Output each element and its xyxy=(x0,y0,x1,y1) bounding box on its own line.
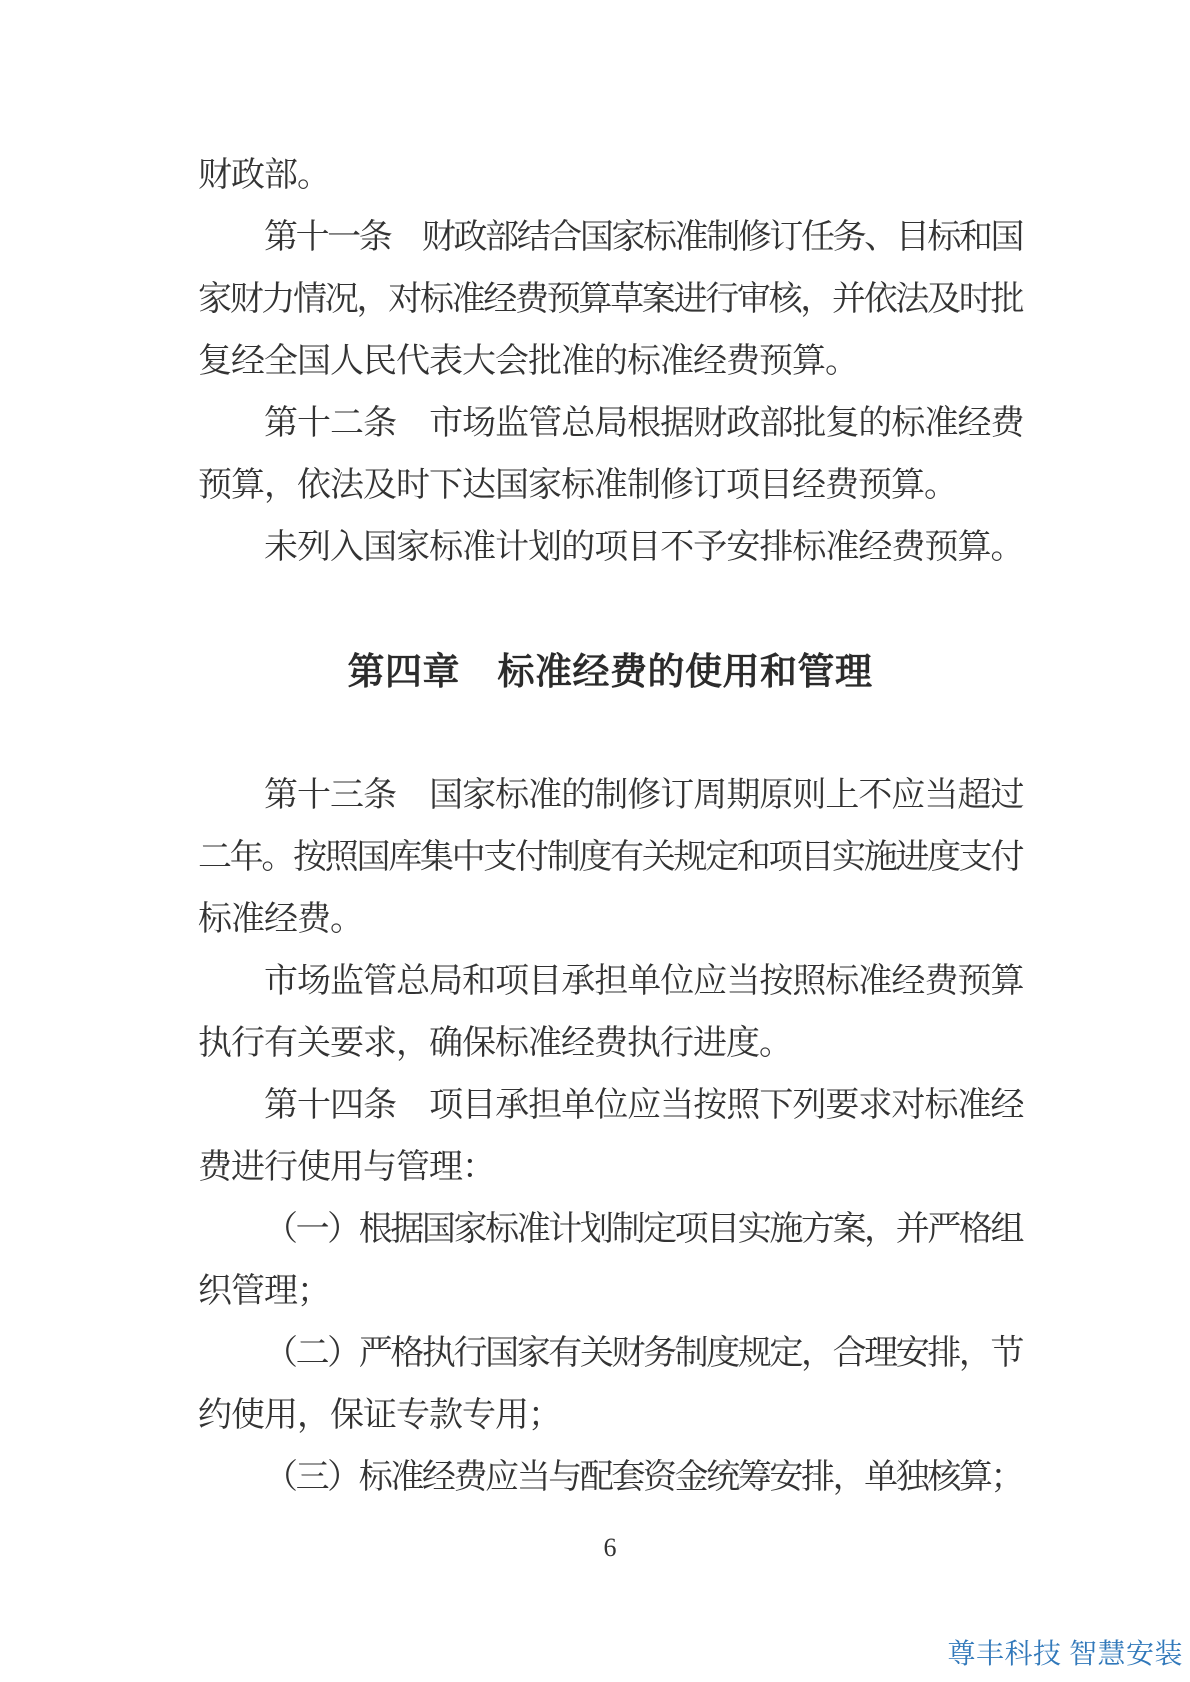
text-line: 标准经费。 xyxy=(198,901,363,938)
text-line: 财政部。 xyxy=(198,157,330,194)
text-line-item-3: （三）标准经费应当与配套资金统筹安排，单独核算； xyxy=(264,1459,1022,1496)
text-line: 预算，依法及时下达国家标准制修订项目经费预算。 xyxy=(198,467,957,504)
text-line: 市场监管总局和项目承担单位应当按照标准经费预算 xyxy=(264,963,1022,1000)
text-line-item-2: （二）严格执行国家有关财务制度规定，合理安排，节 xyxy=(264,1335,1022,1372)
text-line: 复经全国人民代表大会批准的标准经费预算。 xyxy=(198,343,858,380)
text-line-item-1: （一）根据国家标准计划制定项目实施方案，并严格组 xyxy=(264,1211,1022,1248)
text-line-article-14: 第十四条 项目承担单位应当按照下列要求对标准经 xyxy=(264,1087,1022,1124)
text-line-article-11: 第十一条 财政部结合国家标准制修订任务、目标和国 xyxy=(264,219,1022,256)
text-line: 执行有关要求，确保标准经费执行进度。 xyxy=(198,1025,792,1062)
text-line: 家财力情况，对标准经费预算草案进行审核，并依法及时批 xyxy=(198,281,1022,318)
text-line: 约使用，保证专款专用； xyxy=(198,1397,561,1434)
text-line: 费进行使用与管理： xyxy=(198,1149,495,1186)
text-line: 未列入国家标准计划的项目不予安排标准经费预算。 xyxy=(264,529,1022,566)
chapter-heading: 第四章 标准经费的使用和管理 xyxy=(347,651,873,692)
watermark: 尊丰科技 智慧安装 xyxy=(947,1639,1183,1670)
document-text-block xyxy=(198,145,1022,1509)
text-line-article-13: 第十三条 国家标准的制修订周期原则上不应当超过 xyxy=(264,777,1022,814)
text-line: 织管理； xyxy=(198,1273,330,1310)
text-line-article-12: 第十二条 市场监管总局根据财政部批复的标准经费 xyxy=(264,405,1022,442)
text-line: 二年。按照国库集中支付制度有关规定和项目实施进度支付 xyxy=(198,839,1022,876)
page-number: 6 xyxy=(603,1533,617,1562)
